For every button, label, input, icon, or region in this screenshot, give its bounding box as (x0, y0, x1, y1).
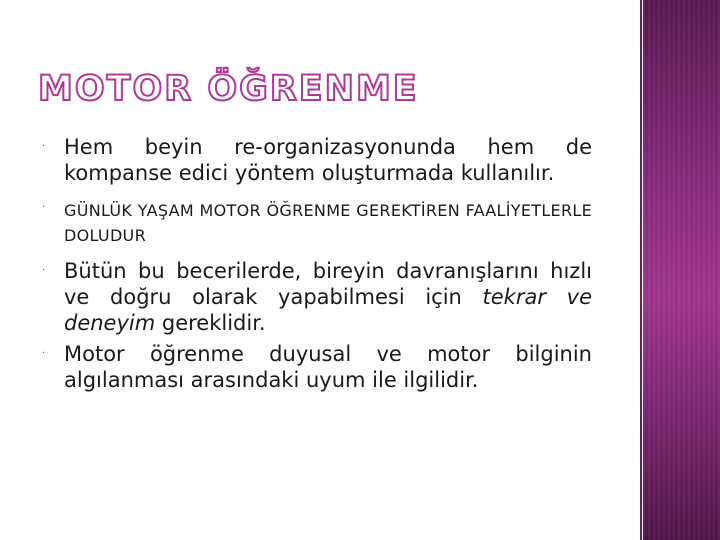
bullet-item (40, 258, 592, 336)
bullet-text: Motor öğrenme duyusal ve motor bilginin algılanması arasındaki uyum ile ilgilidir. (64, 342, 592, 392)
bullet-list (40, 134, 592, 393)
side-divider-line (640, 0, 642, 540)
bullet-text-emphasis: tekrar ve deneyim (64, 285, 592, 335)
bullet-marker: · (42, 141, 46, 152)
bullet-marker: · (42, 348, 46, 359)
bullet-marker: · (42, 265, 46, 276)
side-decoration-panel (643, 0, 720, 540)
bullet-item (40, 134, 592, 186)
bullet-text-after: gereklidir. (155, 311, 266, 335)
bullet-text (64, 258, 592, 336)
slide-title: MOTOR ÖĞRENME (38, 69, 419, 109)
bullet-text: Hem beyin re-organizasyonunda hem de kompanse edici yöntem oluşturmada kullanılır. (64, 135, 592, 185)
bullet-item (40, 341, 592, 393)
bullet-item (40, 198, 592, 248)
bullet-text: GÜNLÜK YAŞAM MOTOR ÖĞRENME GEREKTİREN FAALİYETLERLE DOLUDUR (64, 201, 592, 245)
bullet-marker: · (42, 202, 46, 213)
bullet-text-before: Bütün bu becerilerde, bireyin davranışlarını hızlı ve doğru olarak yapabilmesi için (64, 259, 592, 309)
